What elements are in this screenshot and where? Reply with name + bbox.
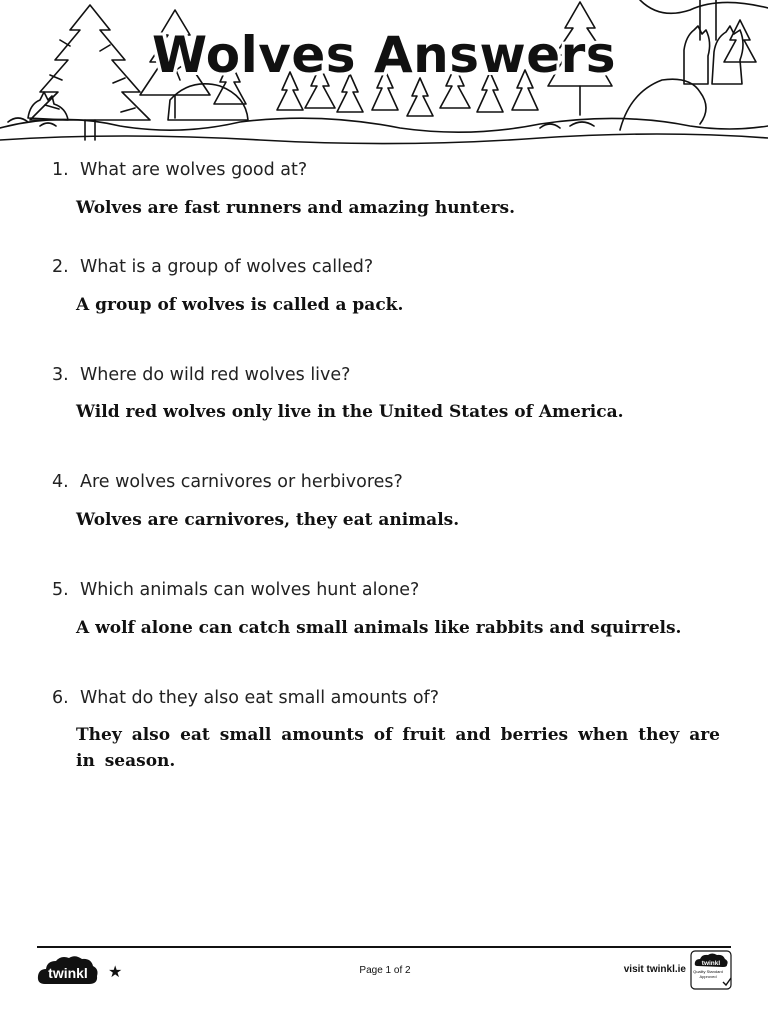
question-number: 5.: [52, 580, 69, 600]
question-1: [52, 160, 307, 180]
answer-5: A wolf alone can catch small animals like rabbits and squirrels.: [76, 618, 682, 638]
badge-logo-text: twinkl: [701, 960, 721, 967]
question-number: 3.: [52, 365, 69, 385]
question-2: [52, 257, 373, 277]
badge-text: Quality Standard Approved: [693, 970, 723, 979]
answer-1: Wolves are fast runners and amazing hunters.: [76, 198, 516, 218]
question-text: What do they also eat small amounts of?: [80, 688, 439, 708]
question-text: Which animals can wolves hunt alone?: [80, 580, 420, 600]
question-text: What are wolves good at?: [80, 160, 308, 180]
question-text: Are wolves carnivores or herbivores?: [80, 472, 403, 492]
star-icon: ★: [108, 962, 123, 981]
question-number: 1.: [52, 160, 69, 180]
answer-2: A group of wolves is called a pack.: [76, 295, 404, 315]
answer-3: Wild red wolves only live in the United States of America.: [76, 402, 624, 422]
visit-link[interactable]: visit twinkl.ie: [623, 964, 686, 975]
question-number: 2.: [52, 257, 69, 277]
page-title: Wolves Answers: [151, 26, 617, 84]
question-text: Where do wild red wolves live?: [80, 365, 351, 385]
question-number: 6.: [52, 688, 69, 708]
question-4: [52, 472, 403, 492]
quality-badge-icon: [690, 950, 734, 992]
header-banner: [0, 0, 768, 148]
twinkl-logo[interactable]: [37, 954, 99, 994]
question-number: 4.: [52, 472, 69, 492]
question-3: [52, 365, 350, 385]
answer-4: Wolves are carnivores, they eat animals.: [76, 510, 460, 530]
answer-6: They also eat small amounts of fruit and berries when they are in season.: [76, 725, 720, 771]
question-text: What is a group of wolves called?: [80, 257, 374, 277]
footer-divider: [37, 946, 731, 948]
question-6: [52, 688, 439, 708]
quality-badge: [690, 950, 734, 996]
page-number: Page 1 of 2: [359, 965, 411, 976]
cloud-icon: [37, 954, 99, 990]
question-5: [52, 580, 419, 600]
logo-text: twinkl: [48, 965, 88, 981]
